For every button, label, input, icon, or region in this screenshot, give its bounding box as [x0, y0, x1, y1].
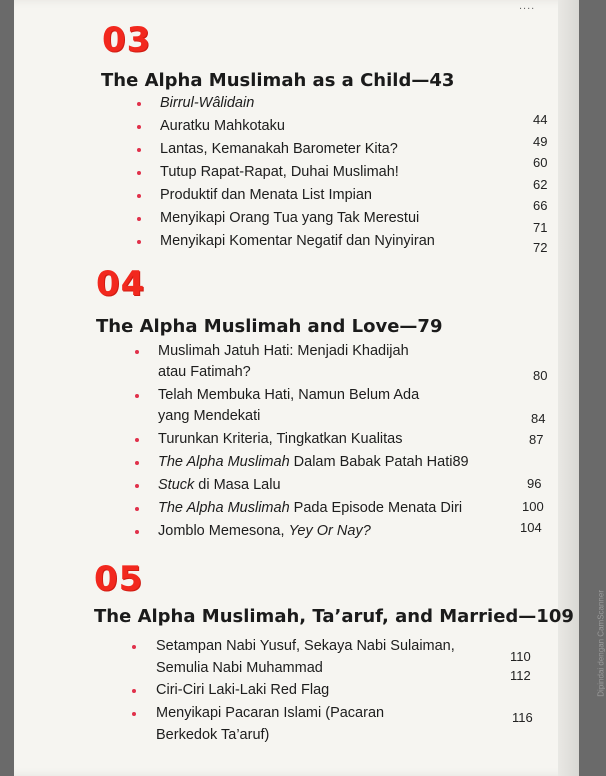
toc-item: Setampan Nabi Yusuf, Sekaya Nabi Sulaiman,	[156, 638, 455, 654]
page-number: 96	[527, 476, 542, 491]
item-text-italic: The Alpha Muslimah	[158, 500, 290, 516]
page-number: 100	[522, 499, 544, 514]
item-text-italic: The Alpha Muslimah	[158, 454, 290, 470]
page-number: 80	[533, 368, 548, 383]
page-number: 72	[533, 240, 548, 255]
toc-item	[158, 452, 469, 472]
chapter-title: The Alpha Muslimah, Ta’aruf, and Married—109	[94, 606, 574, 627]
toc-item: Lantas, Kemanakah Barometer Kita?	[160, 141, 398, 157]
page-number: 110	[510, 649, 531, 664]
bullet	[135, 461, 139, 465]
page-number: 84	[531, 411, 546, 426]
bullet	[132, 689, 136, 693]
bullet	[135, 484, 139, 488]
toc-item: Produktif dan Menata List Impian	[160, 187, 372, 203]
bullet	[135, 507, 139, 511]
item-text-italic: Yey Or Nay?	[288, 523, 371, 539]
bullet	[137, 194, 141, 198]
bullet	[137, 217, 141, 221]
toc-item-line2: Berkedok Ta’aruf)	[156, 727, 270, 743]
toc-item-line2: Semulia Nabi Muhammad	[156, 660, 323, 676]
bullet	[135, 530, 139, 534]
top-dots: ....	[519, 0, 536, 12]
page-number: 60	[533, 155, 548, 170]
book-page	[14, 0, 579, 776]
item-text: di Masa Lalu	[194, 477, 281, 493]
scanner-watermark: Dipindai dengan CamScanner	[597, 590, 606, 697]
page-number: 112	[510, 668, 531, 683]
toc-item	[158, 498, 462, 518]
toc-item: Auratku Mahkotaku	[160, 118, 285, 134]
bullet	[137, 102, 141, 106]
toc-item: Telah Membuka Hati, Namun Belum Ada	[158, 387, 420, 403]
chapter-title: The Alpha Muslimah and Love—79	[96, 316, 443, 337]
bullet	[132, 645, 136, 649]
chapter-title: The Alpha Muslimah as a Child—43	[101, 70, 455, 91]
toc-item: Menyikapi Komentar Negatif dan Nyinyiran	[160, 233, 435, 249]
toc-item-line2: atau Fatimah?	[158, 364, 251, 380]
item-text: Birrul-Wâlidain	[160, 95, 255, 111]
toc-item	[160, 93, 254, 113]
item-text-italic: Stuck	[158, 477, 195, 493]
chapter-number: 04	[96, 264, 146, 304]
bullet	[135, 394, 139, 398]
chapter-number: 03	[102, 20, 152, 60]
page-edge	[558, 0, 579, 776]
bullet	[135, 438, 139, 442]
toc-item-line2: yang Mendekati	[158, 408, 261, 424]
toc-item: Menyikapi Pacaran Islami (Pacaran	[156, 705, 385, 721]
page-number: 116	[512, 710, 533, 725]
toc-item: Ciri-Ciri Laki-Laki Red Flag	[156, 682, 330, 698]
page-number: 71	[533, 220, 548, 235]
page-number: 66	[533, 198, 548, 213]
item-text: Pada Episode Menata Diri	[289, 500, 463, 516]
bullet	[137, 148, 141, 152]
bullet	[137, 171, 141, 175]
page-number: 104	[520, 520, 542, 535]
toc-item	[158, 475, 281, 495]
toc-item: Tutup Rapat-Rapat, Duhai Muslimah!	[160, 164, 399, 180]
chapter-number: 05	[94, 559, 144, 599]
toc-item: Muslimah Jatuh Hati: Menjadi Khadijah	[158, 343, 409, 359]
bullet	[137, 240, 141, 244]
item-text: Dalam Babak Patah Hati89	[289, 454, 469, 470]
page-number: 87	[529, 432, 544, 447]
bullet	[132, 712, 136, 716]
bullet	[135, 350, 139, 354]
page-number: 44	[533, 112, 548, 127]
page-number: 49	[533, 134, 548, 149]
item-text: Jomblo Memesona,	[158, 523, 289, 539]
page-number: 62	[533, 177, 548, 192]
toc-item: Turunkan Kriteria, Tingkatkan Kualitas	[158, 431, 403, 447]
bullet	[137, 125, 141, 129]
toc-item: Menyikapi Orang Tua yang Tak Merestui	[160, 210, 420, 226]
toc-item	[158, 521, 371, 541]
